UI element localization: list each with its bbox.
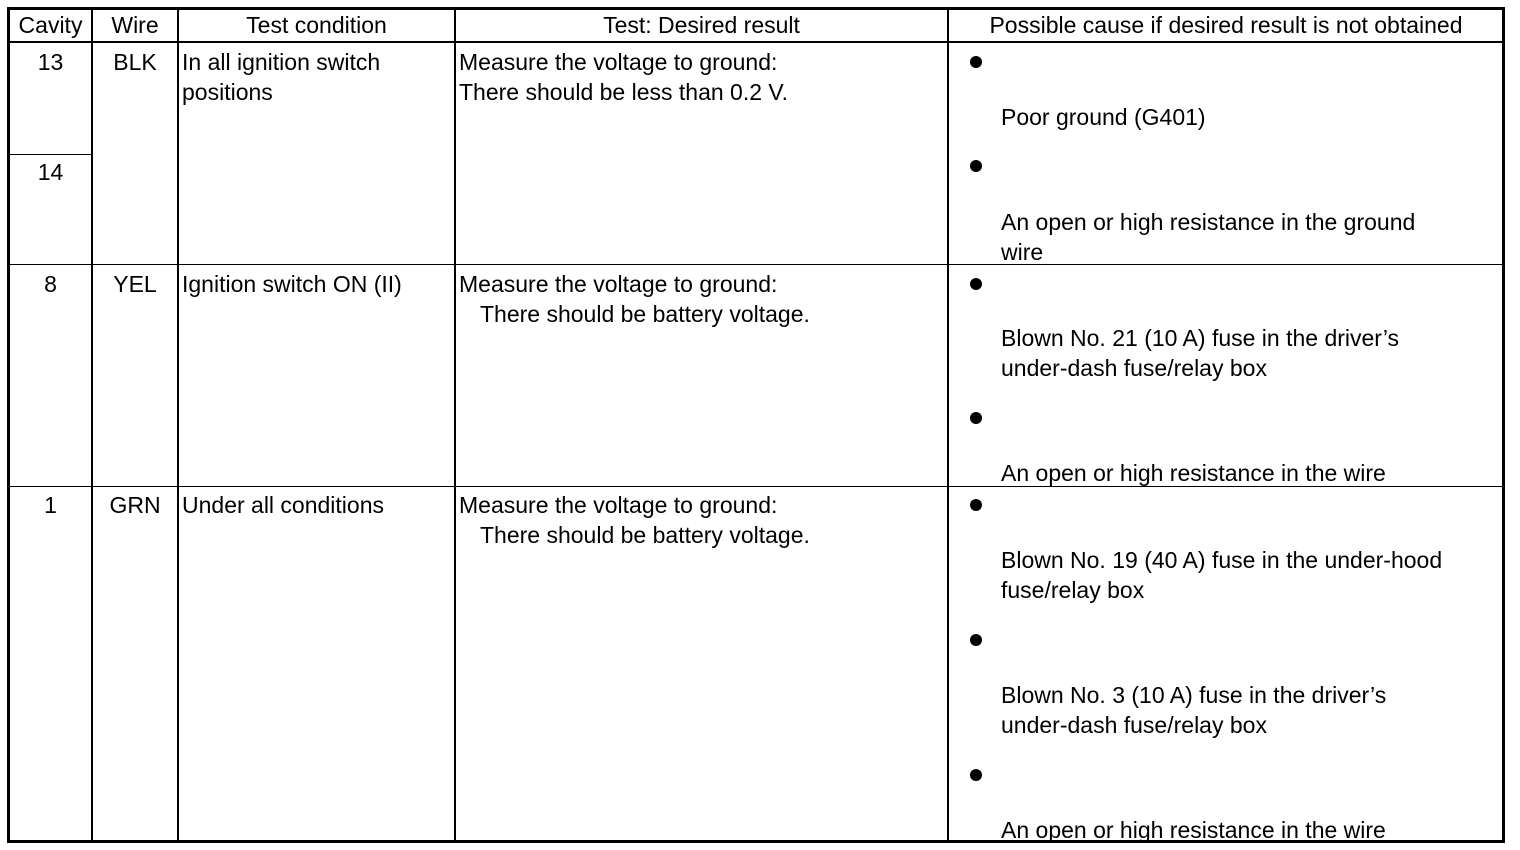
cause-line: under-dash fuse/relay box [1001,355,1267,381]
column-divider [454,9,456,841]
row-divider [9,264,1503,265]
header-desired-result: Test: Desired result [603,12,800,38]
bullet-icon [970,412,982,424]
wire-cell: BLK [113,49,157,75]
cause-line: An open or high resistance in the ground [1001,209,1416,235]
condition-line: positions [182,79,273,105]
cavity-cell: 1 [44,492,57,518]
header-wire: Wire [111,12,159,38]
bullet-icon [970,499,982,511]
header-possible-cause: Possible cause if desired result is not obtained [989,12,1463,38]
condition-line: Ignition switch ON (II) [182,271,402,297]
bullet-icon [970,160,982,172]
cause-line: Blown No. 3 (10 A) fuse in the driver’s [1001,682,1387,708]
cavity-cell: 14 [37,159,64,185]
bullet-icon [970,278,982,290]
column-divider [91,9,93,841]
condition-line: In all ignition switch [182,49,381,75]
header-divider [9,41,1503,43]
wire-cell: YEL [113,271,157,297]
result-line: There should be battery voltage. [480,522,810,548]
cause-line: under-dash fuse/relay box [1001,712,1267,738]
bullet-icon [970,769,982,781]
cavity-cell: 13 [37,49,64,75]
cause-line: An open or high resistance in the wire [1001,460,1386,486]
cause-line: fuse/relay box [1001,577,1145,603]
result-line: There should be less than 0.2 V. [459,79,789,105]
bullet-icon [970,634,982,646]
result-line: Measure the voltage to ground: [459,271,778,297]
cause-line: wire [1001,239,1044,265]
cause-line: An open or high resistance in the wire [1001,817,1386,843]
result-line: Measure the voltage to ground: [459,492,778,518]
cause-line: Blown No. 21 (10 A) fuse in the driver’s [1001,325,1400,351]
table-frame [7,7,1505,843]
cavity-split-divider [9,154,92,155]
result-line: There should be battery voltage. [480,301,810,327]
column-divider [177,9,179,841]
condition-line: Under all conditions [182,492,385,518]
cavity-cell: 8 [44,271,57,297]
result-line: Measure the voltage to ground: [459,49,778,75]
cause-line: Blown No. 19 (40 A) fuse in the under-hood [1001,547,1443,573]
cause-line: Poor ground (G401) [1001,104,1206,130]
bullet-icon [970,56,982,68]
wire-cell: GRN [109,492,161,518]
header-cavity: Cavity [18,12,83,38]
column-divider [947,9,949,841]
header-test-condition: Test condition [246,12,387,38]
